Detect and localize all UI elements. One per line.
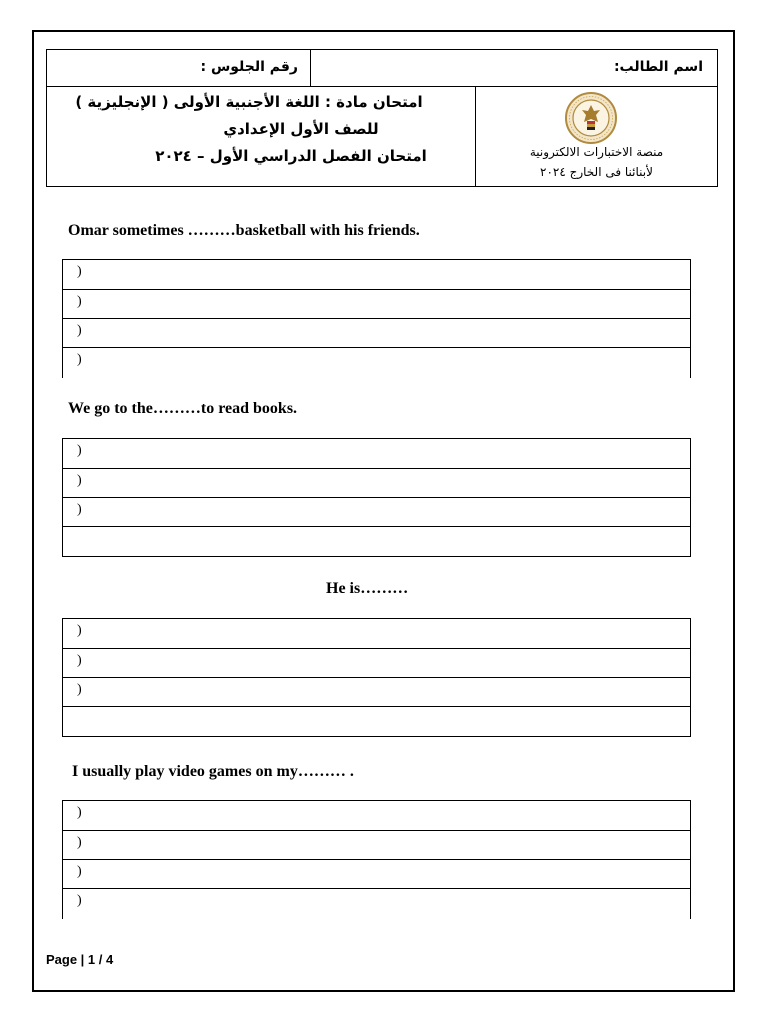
platform-name: منصة الاختبارات الالكترونية bbox=[529, 145, 664, 159]
option-marker: ) bbox=[77, 623, 82, 638]
option-marker: ) bbox=[77, 893, 82, 908]
option-marker: ) bbox=[77, 294, 82, 309]
question-4-text: I usually play video games on my……… . bbox=[72, 763, 354, 780]
seat-number-label: رقم الجلوس : bbox=[200, 59, 298, 75]
question-2-text: We go to the………to read books. bbox=[68, 400, 298, 417]
answer-option[interactable] bbox=[63, 830, 690, 859]
answer-option[interactable] bbox=[63, 648, 690, 677]
answer-option[interactable] bbox=[63, 497, 690, 526]
option-marker: ) bbox=[77, 653, 82, 668]
student-name-cell bbox=[310, 49, 718, 87]
question-1-text: Omar sometimes ………basketball with his friends. bbox=[68, 222, 420, 239]
question-3-text: He is……… bbox=[326, 580, 409, 597]
exam-title-cell bbox=[46, 86, 476, 187]
answer-option[interactable] bbox=[63, 289, 690, 318]
egypt-ministry-seal-icon bbox=[564, 91, 618, 145]
answer-option[interactable] bbox=[63, 260, 690, 289]
option-marker: ) bbox=[77, 443, 82, 458]
platform-cell bbox=[475, 86, 718, 187]
exam-grade-title: للصف الأول الإعدادي bbox=[223, 120, 379, 138]
answer-option[interactable] bbox=[63, 706, 690, 735]
option-marker: ) bbox=[77, 864, 82, 879]
seat-number-cell bbox=[46, 49, 311, 87]
answer-option[interactable] bbox=[63, 468, 690, 497]
exam-term-title: امتحان الفصل الدراسي الأول – ٢٠٢٤ bbox=[155, 147, 427, 165]
page-number: Page | 1 / 4 bbox=[46, 952, 114, 967]
answer-option[interactable] bbox=[63, 801, 690, 830]
answer-option[interactable] bbox=[63, 619, 690, 648]
option-marker: ) bbox=[77, 323, 82, 338]
answer-option[interactable] bbox=[63, 318, 690, 347]
platform-subtitle: لأبنائنا فى الخارج ٢٠٢٤ bbox=[540, 165, 653, 179]
option-marker: ) bbox=[77, 473, 82, 488]
option-marker: ) bbox=[77, 805, 82, 820]
answer-option[interactable] bbox=[63, 888, 690, 917]
answer-option[interactable] bbox=[63, 677, 690, 706]
option-marker: ) bbox=[77, 835, 82, 850]
question-3-options bbox=[62, 618, 691, 737]
answer-option[interactable] bbox=[63, 439, 690, 468]
question-1-options bbox=[62, 259, 691, 378]
answer-option[interactable] bbox=[63, 347, 690, 376]
option-marker: ) bbox=[77, 352, 82, 367]
exam-subject-title: امتحان مادة : اللغة الأجنبية الأولى ( الإنجليزية ) bbox=[75, 93, 423, 111]
answer-option[interactable] bbox=[63, 859, 690, 888]
question-4-options bbox=[62, 800, 691, 919]
answer-option[interactable] bbox=[63, 526, 690, 555]
option-marker: ) bbox=[77, 502, 82, 517]
option-marker: ) bbox=[77, 264, 82, 279]
student-name-label: اسم الطالب: bbox=[613, 59, 703, 75]
question-2-options bbox=[62, 438, 691, 557]
option-marker: ) bbox=[77, 682, 82, 697]
